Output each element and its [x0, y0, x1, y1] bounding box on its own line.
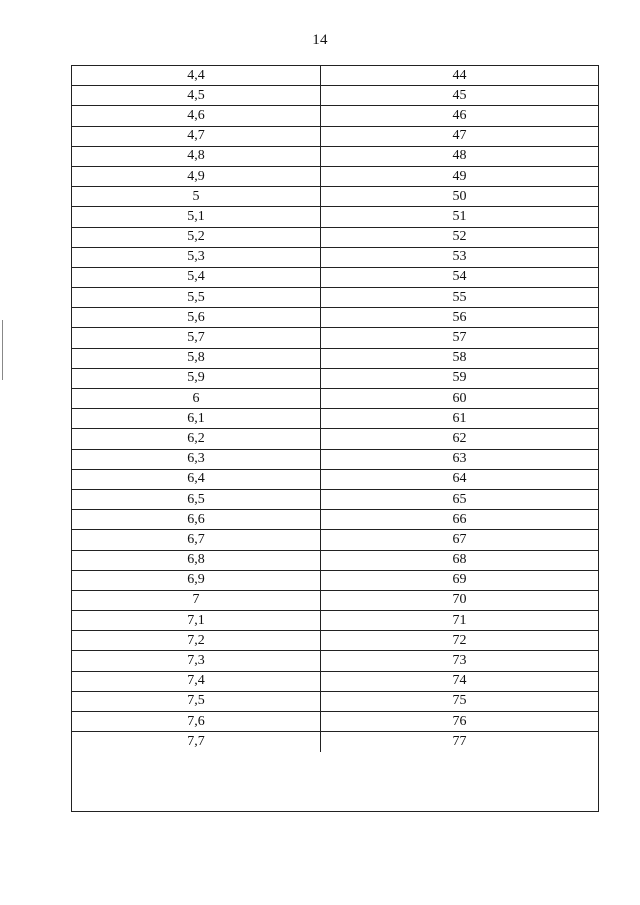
page-number: 14 [312, 32, 328, 48]
table-cell-result: 72 [452, 632, 467, 648]
table-cell-value: 7 [72, 591, 321, 610]
table-cell-result: 58 [452, 350, 467, 366]
table-cell-result: 44 [452, 67, 467, 83]
table-row [72, 86, 598, 106]
table-row [72, 551, 598, 571]
table-row [72, 672, 598, 692]
table-cell-result: 55 [452, 289, 467, 305]
table-cell-value: 4,6 [72, 106, 321, 125]
table-cell-result: 48 [452, 148, 467, 164]
table-cell-value: 5,2 [72, 228, 321, 247]
table-cell-value: 6,7 [72, 530, 321, 549]
table-cell-result: 61 [452, 410, 467, 426]
table-row [72, 530, 598, 550]
table-row [72, 732, 598, 752]
table-row [72, 389, 598, 409]
table-cell-result: 45 [452, 87, 467, 103]
table-row [72, 510, 598, 530]
table-cell-result: 54 [452, 269, 467, 285]
table-cell-value: 5,8 [72, 349, 321, 368]
conversion-table [71, 65, 599, 812]
table-row [72, 207, 598, 227]
table-row [72, 470, 598, 490]
table-cell-result: 66 [452, 511, 467, 527]
table-cell-result: 46 [452, 107, 467, 123]
table-cell-value: 6,3 [72, 450, 321, 469]
table-row [72, 328, 598, 348]
table-cell-result: 77 [452, 734, 467, 750]
table-cell-value: 6,9 [72, 571, 321, 590]
table-row [72, 692, 598, 712]
table-cell-value: 5,6 [72, 308, 321, 327]
table-cell-value: 6,1 [72, 409, 321, 428]
table-cell-result: 47 [452, 128, 467, 144]
table-cell-value: 4,9 [72, 167, 321, 186]
table-row [72, 409, 598, 429]
table-row [72, 349, 598, 369]
table-row [72, 288, 598, 308]
table-cell-value: 4,8 [72, 147, 321, 166]
table-row [72, 651, 598, 671]
table-cell-result: 50 [452, 188, 467, 204]
table-row [72, 248, 598, 268]
table-cell-result: 52 [452, 229, 467, 245]
table-row [72, 167, 598, 187]
table-cell-value: 4,5 [72, 86, 321, 105]
table-row [72, 127, 598, 147]
table-cell-result: 76 [452, 713, 467, 729]
table-row [72, 571, 598, 591]
scan-edge-mark [2, 320, 3, 380]
table-cell-result: 71 [452, 612, 467, 628]
table-cell-value: 4,7 [72, 127, 321, 146]
table-cell-value: 7,3 [72, 651, 321, 670]
table-row [72, 591, 598, 611]
table-row [72, 228, 598, 248]
table-cell-result: 62 [452, 430, 467, 446]
table-cell-result: 59 [452, 370, 467, 386]
table-cell-value: 5,7 [72, 328, 321, 347]
table-cell-value: 5,9 [72, 369, 321, 388]
table-cell-result: 64 [452, 471, 467, 487]
table-cell-value: 5,3 [72, 248, 321, 267]
table-cell-value: 7,5 [72, 692, 321, 711]
table-cell-result: 68 [452, 552, 467, 568]
table-cell-value: 6 [72, 389, 321, 408]
table-row [72, 187, 598, 207]
table-row [72, 450, 598, 470]
table-cell-result: 69 [452, 572, 467, 588]
table-cell-value: 6,4 [72, 470, 321, 489]
table-cell-value: 5,5 [72, 288, 321, 307]
table-cell-result: 60 [452, 390, 467, 406]
table-cell-result: 74 [452, 673, 467, 689]
table-cell-value: 7,1 [72, 611, 321, 630]
table-row [72, 268, 598, 288]
table-cell-result: 57 [452, 330, 467, 346]
table-cell-value: 7,2 [72, 631, 321, 650]
table-cell-value: 6,5 [72, 490, 321, 509]
table-row [72, 147, 598, 167]
table-cell-value: 7,7 [72, 732, 321, 752]
table-row [72, 611, 598, 631]
table-row [72, 308, 598, 328]
table-cell-result: 65 [452, 491, 467, 507]
table-cell-value: 6,6 [72, 510, 321, 529]
table-cell-value: 5,1 [72, 207, 321, 226]
table-cell-value: 7,4 [72, 672, 321, 691]
table-cell-result: 53 [452, 249, 467, 265]
table-cell-value: 5 [72, 187, 321, 206]
table-cell-result: 67 [452, 531, 467, 547]
table-cell-result: 75 [452, 693, 467, 709]
table-cell-result: 51 [452, 208, 467, 224]
table-row [72, 490, 598, 510]
table-row [72, 631, 598, 651]
table-row [72, 712, 598, 732]
table-cell-value: 4,4 [72, 66, 321, 85]
table-cell-value: 7,6 [72, 712, 321, 731]
table-cell-value: 6,8 [72, 551, 321, 570]
table-row [72, 429, 598, 449]
table-row [72, 106, 598, 126]
table-row [72, 66, 598, 86]
table-row [72, 369, 598, 389]
table-cell-result: 63 [452, 451, 467, 467]
table-cell-result: 73 [452, 653, 467, 669]
table-cell-result: 70 [452, 592, 467, 608]
table-cell-result: 49 [452, 168, 467, 184]
table-cell-value: 6,2 [72, 429, 321, 448]
table-cell-value: 5,4 [72, 268, 321, 287]
table-cell-result: 56 [452, 309, 467, 325]
